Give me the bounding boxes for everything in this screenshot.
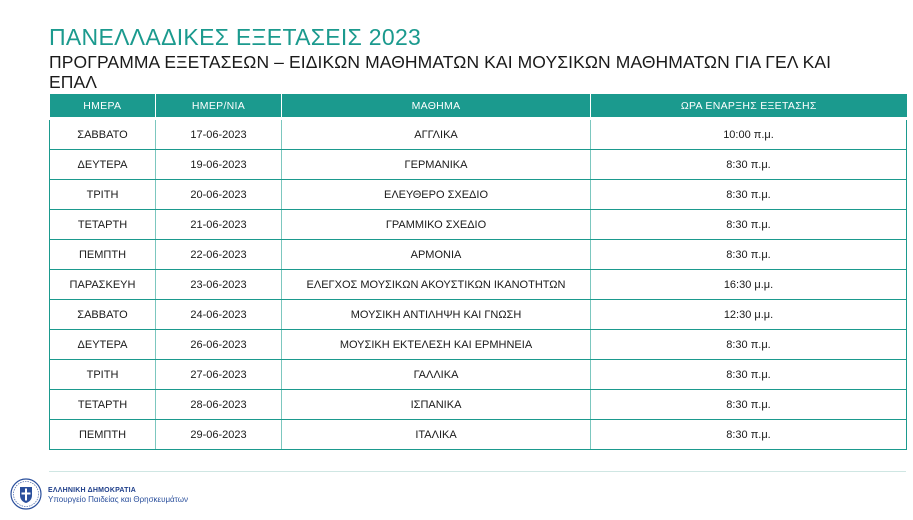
- cell-subject: ΓΡΑΜΜΙΚΟ ΣΧΕΔΙΟ: [282, 210, 591, 240]
- table-row: [50, 210, 907, 240]
- cell-time: 8:30 π.μ.: [591, 390, 907, 420]
- cell-time: 12:30 μ.μ.: [591, 300, 907, 330]
- table-row: [50, 270, 907, 300]
- cell-time: 8:30 π.μ.: [591, 210, 907, 240]
- cell-day: ΣΑΒΒΑΤΟ: [50, 300, 156, 330]
- table-row: [50, 300, 907, 330]
- cell-time: 8:30 π.μ.: [591, 240, 907, 270]
- cell-time: 8:30 π.μ.: [591, 150, 907, 180]
- government-name: ΕΛΛΗΝΙΚΗ ΔΗΜΟΚΡΑΤΙΑ: [48, 487, 136, 494]
- cell-day: ΤΕΤΑΡΤΗ: [50, 390, 156, 420]
- column-header-date: ΗΜΕΡ/ΝΙΑ: [156, 94, 282, 119]
- cell-day: ΠΑΡΑΣΚΕΥΗ: [50, 270, 156, 300]
- cell-date: 20-06-2023: [156, 180, 282, 210]
- cell-date: 19-06-2023: [156, 150, 282, 180]
- ministry-name: Υπουργείο Παιδείας και Θρησκευμάτων: [48, 495, 188, 504]
- greek-coat-of-arms-icon: [10, 478, 42, 510]
- cell-time: 8:30 π.μ.: [591, 180, 907, 210]
- cell-day: ΔΕΥΤΕΡΑ: [50, 150, 156, 180]
- cell-day: ΠΕΜΠΤΗ: [50, 240, 156, 270]
- cell-date: 22-06-2023: [156, 240, 282, 270]
- cell-day: ΤΕΤΑΡΤΗ: [50, 210, 156, 240]
- column-header-day: ΗΜΕΡΑ: [50, 94, 156, 119]
- cell-date: 26-06-2023: [156, 330, 282, 360]
- table-row: [50, 119, 907, 150]
- footer-divider: [49, 471, 906, 472]
- cell-subject: ΑΡΜΟΝΙΑ: [282, 240, 591, 270]
- page-title: ΠΑΝΕΛΛΑΔΙΚΕΣ ΕΞΕΤΑΣΕΙΣ 2023: [49, 24, 422, 50]
- cell-date: 17-06-2023: [156, 119, 282, 150]
- table-row: [50, 390, 907, 420]
- cell-time: 10:00 π.μ.: [591, 119, 907, 150]
- cell-day: ΣΑΒΒΑΤΟ: [50, 119, 156, 150]
- cell-date: 23-06-2023: [156, 270, 282, 300]
- cell-day: ΤΡΙΤΗ: [50, 360, 156, 390]
- table-row: [50, 180, 907, 210]
- cell-subject: ΜΟΥΣΙΚΗ ΕΚΤΕΛΕΣΗ ΚΑΙ ΕΡΜΗΝΕΙΑ: [282, 330, 591, 360]
- cell-time: 8:30 π.μ.: [591, 360, 907, 390]
- table-row: [50, 150, 907, 180]
- cell-day: ΤΡΙΤΗ: [50, 180, 156, 210]
- cell-subject: ΕΛΕΓΧΟΣ ΜΟΥΣΙΚΩΝ ΑΚΟΥΣΤΙΚΩΝ ΙΚΑΝΟΤΗΤΩΝ: [282, 270, 591, 300]
- cell-subject: ΙΤΑΛΙΚΑ: [282, 420, 591, 450]
- cell-date: 29-06-2023: [156, 420, 282, 450]
- cell-time: 8:30 π.μ.: [591, 330, 907, 360]
- cell-subject: ΙΣΠΑΝΙΚΑ: [282, 390, 591, 420]
- cell-subject: ΑΓΓΛΙΚΑ: [282, 119, 591, 150]
- table-row: [50, 360, 907, 390]
- cell-time: 8:30 π.μ.: [591, 420, 907, 450]
- cell-subject: ΜΟΥΣΙΚΗ ΑΝΤΙΛΗΨΗ ΚΑΙ ΓΝΩΣΗ: [282, 300, 591, 330]
- table-row: [50, 330, 907, 360]
- page-subtitle: ΠΡΟΓΡΑΜΜΑ ΕΞΕΤΑΣΕΩΝ – ΕΙΔΙΚΩΝ ΜΑΘΗΜΑΤΩΝ ΚΑΙ ΜΟΥΣΙΚΩΝ ΜΑΘΗΜΑΤΩΝ ΓΙΑ ΓΕΛ ΚΑΙ ΕΠΑΛ: [49, 52, 832, 92]
- table-header-row: [50, 94, 907, 119]
- cell-date: 27-06-2023: [156, 360, 282, 390]
- cell-subject: ΕΛΕΥΘΕΡΟ ΣΧΕΔΙΟ: [282, 180, 591, 210]
- exam-schedule-table: [49, 94, 907, 450]
- cell-date: 21-06-2023: [156, 210, 282, 240]
- cell-day: ΔΕΥΤΕΡΑ: [50, 330, 156, 360]
- column-header-start-time: ΩΡΑ ΕΝΑΡΞΗΣ ΕΞΕΤΑΣΗΣ: [591, 94, 907, 119]
- table-row: [50, 420, 907, 450]
- cell-day: ΠΕΜΠΤΗ: [50, 420, 156, 450]
- cell-date: 24-06-2023: [156, 300, 282, 330]
- column-header-subject: ΜΑΘΗΜΑ: [282, 94, 591, 119]
- cell-subject: ΓΑΛΛΙΚΑ: [282, 360, 591, 390]
- cell-subject: ΓΕΡΜΑΝΙΚΑ: [282, 150, 591, 180]
- cell-date: 28-06-2023: [156, 390, 282, 420]
- cell-time: 16:30 μ.μ.: [591, 270, 907, 300]
- table-row: [50, 240, 907, 270]
